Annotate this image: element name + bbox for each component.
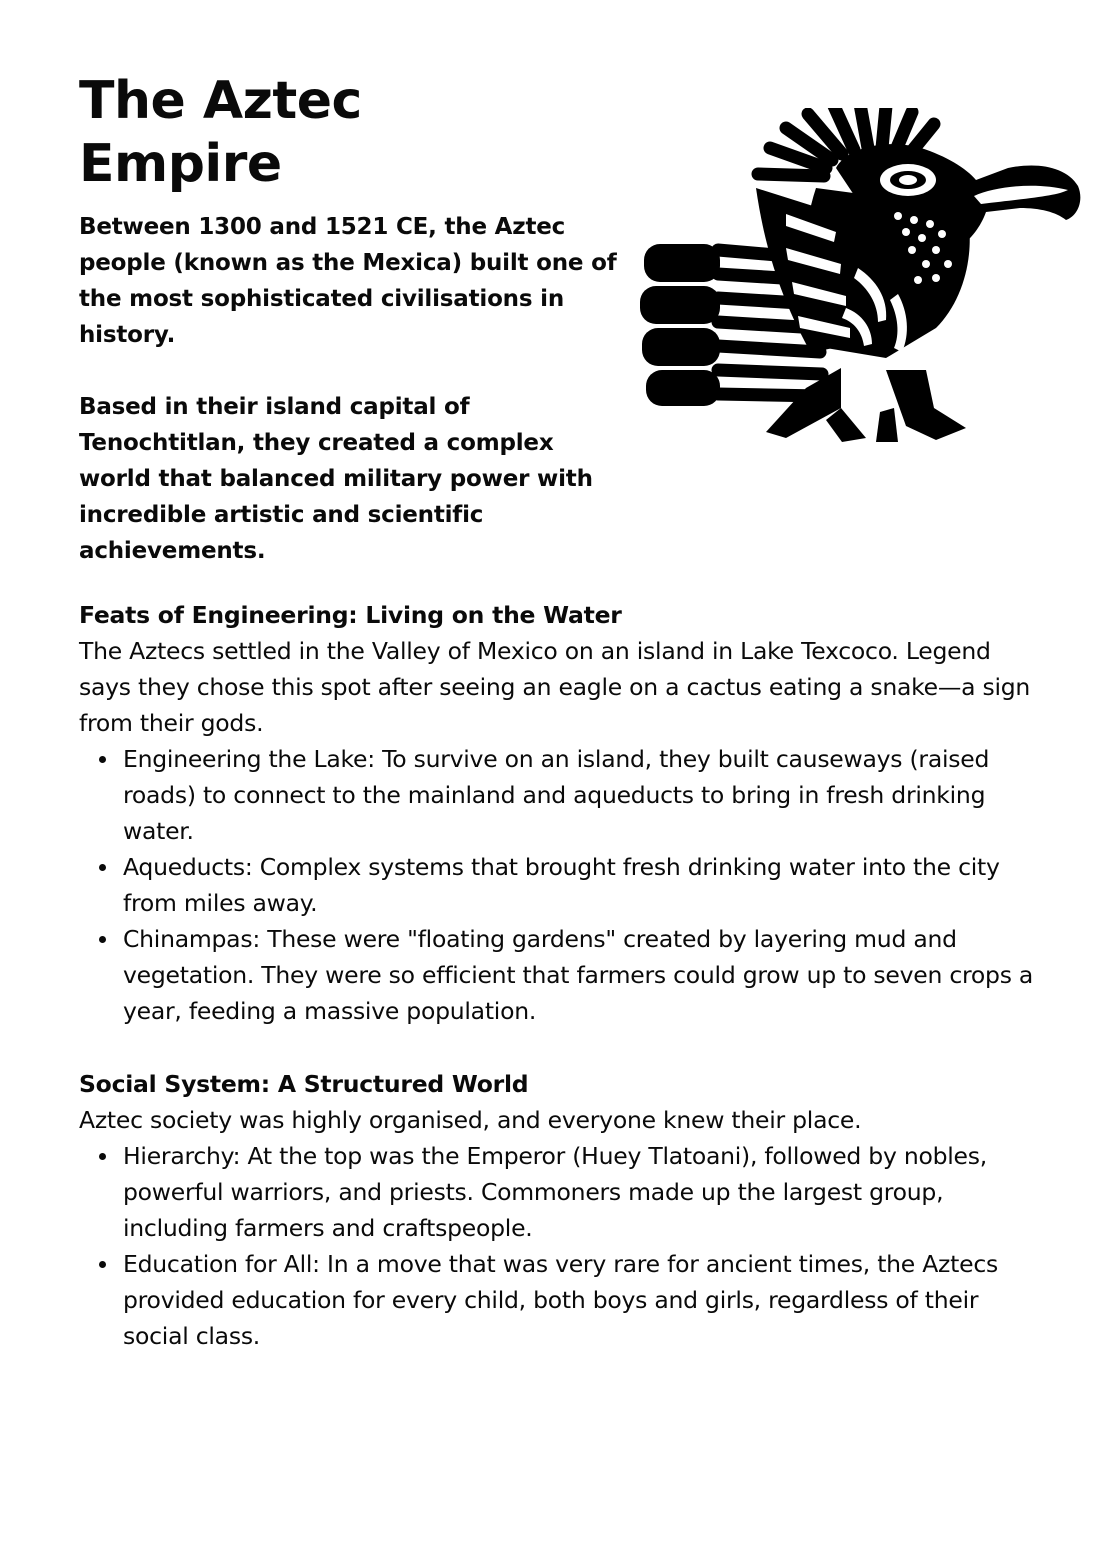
social-section: [79, 1066, 1039, 1354]
intro-paragraph-1: Between 1300 and 1521 CE, the Aztec people (known as the Mexica) built one of the most sophisticated civilisations in history.: [79, 214, 617, 348]
engineering-body: The Aztecs settled in the Valley of Mexico on an island in Lake Texcoco. Legend says they chose this spot after seeing an eagle on a cactus eating a snake—a sign from their gods.: [79, 637, 1031, 737]
social-heading: Social System: A Structured World: [79, 1070, 529, 1098]
engineering-heading: Feats of Engineering: Living on the Water: [79, 601, 622, 629]
list-item: Education for All: In a move that was very rare for ancient times, the Aztecs provided education for every child, both boys and girls, regardless of their social class.: [123, 1246, 1039, 1354]
page-title: [79, 70, 362, 196]
title-line-2: Empire: [79, 134, 282, 194]
social-body: Aztec society was highly organised, and everyone knew their place.: [79, 1106, 862, 1134]
engineering-list: [79, 741, 1039, 1029]
list-item: Chinampas: These were "floating gardens" created by layering mud and vegetation. They were so efficient that farmers could grow up to seven crops a year, feeding a massive population.: [123, 921, 1039, 1029]
intro-paragraph-2: Based in their island capital of Tenochtitlan, they created a complex world that balanced military power with incredible artistic and scientific achievements.: [79, 394, 593, 564]
intro-text: [79, 209, 624, 569]
list-item: Hierarchy: At the top was the Emperor (Huey Tlatoani), followed by nobles, powerful warriors, and priests. Commoners made up the largest group, including farmers and craftspeople.: [123, 1138, 1039, 1246]
title-line-1: The Aztec: [79, 71, 362, 131]
aztec-eagle-icon: [636, 108, 1086, 443]
list-item: Engineering the Lake: To survive on an island, they built causeways (raised roads) to connect to the mainland and aqueducts to bring in fresh drinking water.: [123, 741, 1039, 849]
social-list: [79, 1138, 1039, 1354]
list-item: Aqueducts: Complex systems that brought fresh drinking water into the city from miles away.: [123, 849, 1039, 921]
engineering-section: [79, 597, 1039, 1029]
